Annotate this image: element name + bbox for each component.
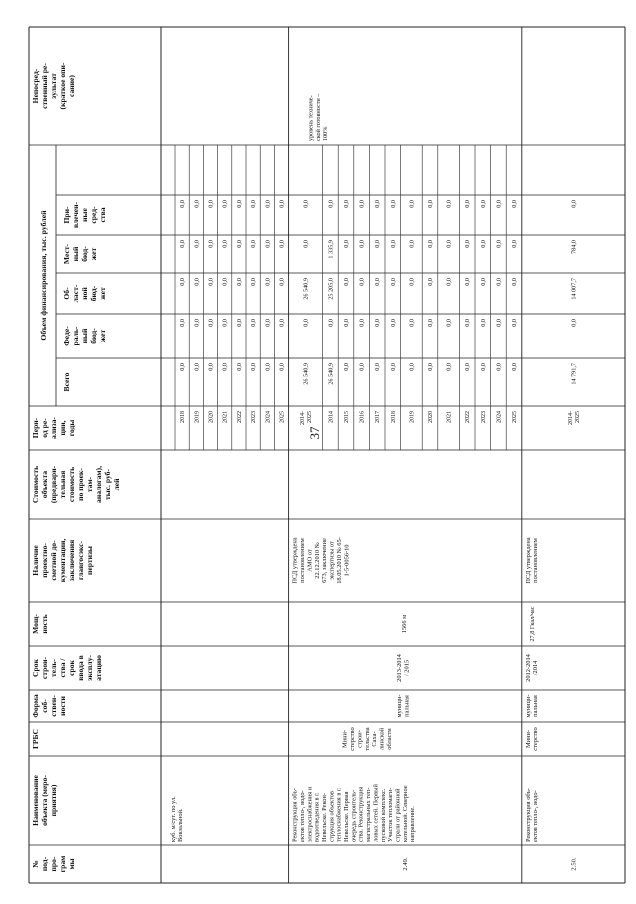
column-header: Срокстрои-тель-ства /срокввода вэксплу-атацию	[31, 655, 103, 681]
period-cell: 2022	[465, 411, 472, 423]
value-cell: 0,0	[445, 319, 453, 327]
value-cell: 0,0	[250, 240, 258, 248]
value-cell: 0,0	[479, 319, 487, 327]
value-cell: 0,0	[235, 278, 243, 286]
value-cell: 0,0	[445, 200, 453, 208]
value-cell: 0,0	[358, 319, 366, 327]
value-cell: 0,0	[358, 200, 366, 208]
value-cell: 0,0	[250, 363, 258, 371]
value-cell: 0,0	[389, 363, 397, 371]
period-cell: 2024	[496, 411, 503, 423]
value-cell: 0,0	[179, 278, 187, 286]
page-number: 37	[307, 426, 322, 440]
value-cell: 0,0	[408, 278, 416, 286]
value-cell: 0,0	[250, 200, 258, 208]
value-cell: 0,0	[235, 319, 243, 327]
value-cell: 0,0	[235, 363, 243, 371]
value-cell: 0,0	[327, 319, 335, 327]
value-cell: 0,0	[302, 319, 310, 327]
value-cell: 0,0	[179, 240, 187, 248]
value-cell: 0,0	[408, 200, 416, 208]
value-cell: 0,0	[264, 200, 272, 208]
value-cell: 0,0	[358, 278, 366, 286]
column-header: Пери-од ре-ализа-ции,годы	[31, 417, 76, 439]
period-cell: 2025	[279, 411, 286, 423]
value-cell: 0,0	[511, 200, 518, 208]
period-cell: 2025	[512, 411, 518, 423]
value-cell: 0,0	[302, 240, 310, 248]
value-cell: 0,0	[358, 240, 366, 248]
value-cell: 0,0	[445, 363, 453, 371]
column-header: Формасоб-ствен-ности	[31, 694, 67, 718]
value-cell: 0,0	[343, 240, 350, 248]
value-cell: 0,0	[250, 278, 258, 286]
value-cell: 784,0	[570, 240, 578, 254]
row-number: 2.50.	[570, 857, 578, 871]
value-cell: 0,0	[389, 278, 397, 286]
value-cell: 0,0	[479, 200, 487, 208]
value-cell: 0,0	[250, 319, 258, 327]
value-cell: 0,0	[570, 319, 578, 327]
value-cell: 0,0	[221, 363, 229, 371]
value-cell: 0,0	[570, 200, 578, 208]
value-cell: 0,0	[427, 363, 434, 371]
table-body	[29, 27, 625, 883]
value-cell: 14 791,7	[570, 363, 578, 385]
value-cell: 0,0	[495, 319, 503, 327]
value-cell: 0,0	[389, 200, 397, 208]
value-cell: 25 205,0	[327, 278, 335, 300]
value-cell: 0,0	[464, 363, 472, 371]
value-cell: 0,0	[358, 363, 366, 371]
column-header: Стоимостьобъекта(предвари-тельнаястоимостьпо проек-там-аналогам),тыс. руб-лей	[31, 465, 121, 504]
value-cell: 0,0	[374, 240, 382, 248]
value-cell: 0,0	[343, 200, 350, 208]
value-cell: 0,0	[464, 200, 472, 208]
period-cell: 2019	[409, 411, 416, 423]
value-cell: 0,0	[343, 278, 350, 286]
value-cell: 0,0	[302, 200, 310, 208]
value-cell: 14 007,7	[570, 278, 578, 300]
value-cell: 0,0	[327, 200, 335, 208]
grbs-cell: Мини-стерствострои-тельстваСаха-линскойобласти	[341, 727, 393, 751]
value-cell: 0,0	[408, 240, 416, 248]
value-cell: 0,0	[221, 278, 229, 286]
value-cell: 26 540,9	[302, 363, 310, 385]
value-cell: 0,0	[427, 240, 434, 248]
period-cell: 2018	[180, 411, 187, 423]
column-header: Феде-раль-ныйбюд-жет	[62, 326, 107, 346]
value-cell: 0,0	[511, 278, 518, 286]
value-cell: 0,0	[427, 319, 434, 327]
value-cell: 26 540,9	[302, 278, 310, 300]
column-header: №под-про-граммы	[31, 855, 76, 873]
value-cell: 0,0	[427, 278, 434, 286]
value-cell: 0,0	[235, 240, 243, 248]
value-cell: 1 335,9	[327, 240, 335, 259]
value-cell: 0,0	[374, 319, 382, 327]
object-name: Реконструкция объ-ектов тепло-, водо-электроснабжения иводоотведения в г.Невельске. Рекон-струкция объектовтеплоснабжения в г.Невельске. Перваяочередь строитель-ства. Реконструкциямагистральных теп-ловых сетей. Первыйпусковой комплекс.Участок тепломаги-страли от районнойкотельной. Северноенаправление.	[291, 784, 417, 842]
column-header: Непосред-ственный ре-зультат(краткое опи-сание)	[31, 62, 76, 110]
value-cell: 0,0	[264, 363, 272, 371]
value-cell: 0,0	[389, 240, 397, 248]
value-cell: 0,0	[193, 240, 201, 248]
object-name: Реконструкция объ-ектов тепло-, водо-	[524, 788, 540, 842]
period-cell: 2014-2025	[300, 411, 314, 425]
value-cell: 0,0	[389, 319, 397, 327]
value-cell: 0,0	[179, 363, 187, 371]
value-cell: 0,0	[343, 319, 350, 327]
value-cell: 0,0	[511, 363, 518, 371]
column-header: Об-ласт-нойбюд-жет	[62, 284, 107, 303]
value-cell: 0,0	[408, 363, 416, 371]
value-cell: 0,0	[179, 319, 187, 327]
value-cell: 0,0	[374, 200, 382, 208]
value-cell: 0,0	[479, 363, 487, 371]
docs-cell: ПСД утвержденапостановлением	[524, 537, 540, 584]
column-header: Наименованиеобъекта (меро-приятия)	[31, 775, 58, 826]
period-cell: 2022	[236, 411, 243, 423]
value-cell: 0,0	[179, 200, 187, 208]
period-cell: 2020	[428, 411, 434, 423]
value-cell: 0,0	[374, 363, 382, 371]
value-cell: 0,0	[343, 363, 350, 371]
power-cell: 27,8 Гкал/час	[528, 606, 536, 642]
value-cell: 0,0	[479, 278, 487, 286]
value-cell: 0,0	[264, 278, 272, 286]
period-cell: 2014-2025	[567, 411, 581, 425]
column-header: Мест-ныйбюд-жет	[62, 243, 98, 265]
ownership-cell: муници-пальная	[524, 694, 540, 718]
power-cell: 1566 м	[401, 614, 409, 634]
value-cell: 0,0	[207, 278, 215, 286]
period-cell: 2019	[194, 411, 201, 423]
funding-header: Объем финансирования, тыс. рублей	[39, 210, 48, 341]
grbs-cell: Мини-стерство	[524, 727, 540, 751]
term-cell: 2012-2014/2014	[524, 654, 540, 682]
value-cell: 0,0	[495, 240, 503, 248]
value-cell: 0,0	[511, 240, 518, 248]
period-cell: 2014	[328, 411, 335, 423]
value-cell: 0,0	[278, 278, 286, 286]
value-cell: 0,0	[207, 200, 215, 208]
period-cell: 2021	[446, 411, 453, 423]
column-header: При-влечен-ныесред-ства	[62, 202, 107, 228]
value-cell: 0,0	[193, 200, 201, 208]
value-cell: 0,0	[445, 240, 453, 248]
period-cell: 2015	[344, 411, 350, 423]
value-cell: 0,0	[495, 363, 503, 371]
value-cell: 0,0	[479, 240, 487, 248]
column-header: Всего	[62, 372, 71, 392]
value-cell: 0,0	[207, 240, 215, 248]
value-cell: 0,0	[464, 278, 472, 286]
value-cell: 0,0	[221, 240, 229, 248]
column-header: ГРБС	[31, 729, 40, 749]
value-cell: 26 540,9	[327, 363, 335, 385]
column-header: Мощ-ность	[31, 614, 49, 634]
value-cell: 0,0	[464, 240, 472, 248]
object-name: куб. м/сут. по ул.Вокзальной.	[170, 796, 185, 842]
period-cell: 2017	[375, 411, 382, 423]
value-cell: 0,0	[264, 240, 272, 248]
value-cell: 0,0	[193, 363, 201, 371]
value-cell: 0,0	[511, 319, 518, 327]
period-cell: 2023	[251, 411, 258, 423]
period-cell: 2023	[480, 411, 487, 423]
result-cell: уровень техниче-ской готовности –100%	[307, 93, 329, 141]
row-number: 2.49.	[402, 857, 410, 871]
ownership-cell: муници-пальная	[396, 694, 411, 718]
value-cell: 0,0	[278, 363, 286, 371]
docs-cell: ПСД утвержденапостановлениемАМО от22.12.2010 №673, заключениеэкспертизы от18.05.2010 № 65-1-5-0056-10	[291, 537, 351, 584]
value-cell: 0,0	[464, 319, 472, 327]
value-cell: 0,0	[264, 319, 272, 327]
period-cell: 2018	[390, 411, 397, 423]
value-cell: 0,0	[221, 200, 229, 208]
value-cell: 0,0	[235, 200, 243, 208]
period-cell: 2020	[208, 411, 215, 423]
value-cell: 0,0	[495, 278, 503, 286]
value-cell: 0,0	[374, 278, 382, 286]
value-cell: 0,0	[278, 319, 286, 327]
value-cell: 0,0	[207, 363, 215, 371]
period-cell: 2016	[359, 411, 366, 423]
period-cell: 2024	[265, 411, 272, 423]
value-cell: 0,0	[193, 319, 201, 327]
value-cell: 0,0	[408, 319, 416, 327]
value-cell: 0,0	[221, 319, 229, 327]
value-cell: 0,0	[207, 319, 215, 327]
term-cell: 2013-2014/ 2015	[396, 654, 411, 682]
column-header: Наличиепроектно-сметной до-кументации,заключенияглавгосэкс-пертизы	[31, 538, 94, 583]
period-cell: 2021	[222, 411, 229, 423]
value-cell: 0,0	[278, 240, 286, 248]
value-cell: 0,0	[445, 278, 453, 286]
value-cell: 0,0	[193, 278, 201, 286]
value-cell: 0,0	[495, 200, 503, 208]
value-cell: 0,0	[278, 200, 286, 208]
value-cell: 0,0	[427, 200, 434, 208]
